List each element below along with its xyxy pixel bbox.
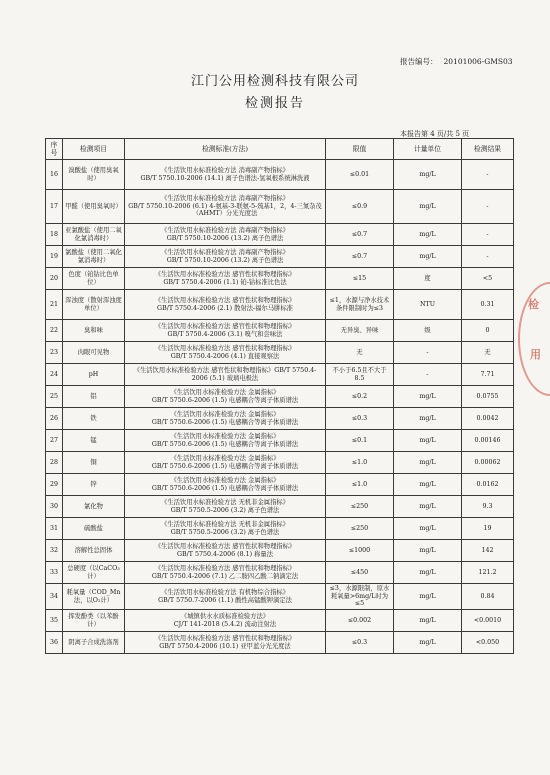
row-limit: ≤0.3 [326,632,394,654]
row-limit: ≤15 [326,268,394,290]
table-row [46,268,514,290]
row-item: 铜 [63,452,125,474]
row-limit: ≤1000 [326,540,394,562]
row-unit: mg/L [394,452,462,474]
row-no: 33 [46,562,63,584]
row-result: <5 [462,268,514,290]
header-method: 检测标准(方法) [125,139,326,160]
row-result: - [462,246,514,268]
row-no: 36 [46,632,63,654]
row-method: 《生活饮用水标准检验方法 无机非金属指标》 GB/T 5750.5-2006 (3.2) 离子色谱法 [125,518,326,540]
row-unit: mg/L [394,430,462,452]
row-no: 20 [46,268,63,290]
row-method: 《生活饮用水标准检验方法 消毒副产物指标》 GB/T 5750.10-2006 (13.2) 离子色谱法 [125,224,326,246]
table-row [46,290,514,320]
header-result: 检测结果 [462,139,514,160]
table-row [46,452,514,474]
row-result: 0.84 [462,584,514,610]
row-unit: mg/L [394,518,462,540]
table-row [46,408,514,430]
row-method: 《生活饮用水标准检验方法 感官性状和物理指标》 GB/T 5750.4-2006 (3.1) 嗅气和尝味法 [125,320,326,342]
report-number-value: 20101006-GMS03 [443,57,513,66]
row-limit: ≤0.7 [326,224,394,246]
row-item: 硫酸盐 [63,518,125,540]
row-unit: - [394,342,462,364]
row-no: 30 [46,496,63,518]
table-row [46,584,514,610]
row-no: 25 [46,386,63,408]
row-no: 24 [46,364,63,386]
row-limit: ≤3，水源限制，原水耗氧量>6mg/L时为≤5 [326,584,394,610]
seal-text-2: 用 [530,348,541,361]
row-item: 铝 [63,386,125,408]
row-no: 29 [46,474,63,496]
header-item: 检测项目 [63,139,125,160]
row-limit: ≤0.9 [326,190,394,224]
row-method: 《生活饮用水标准检验方法 消毒副产物指标》 GB/T 5750.10-2006 (6.1) 4-氨基-3-联氨-5-巯基1，2，4-三氮杂茂（AHMT）分光光度法 [125,190,326,224]
row-unit: mg/L [394,408,462,430]
test-results-table [45,138,514,654]
row-unit: mg/L [394,190,462,224]
report-title: 检测报告 [244,96,305,111]
table-row [46,246,514,268]
row-no: 28 [46,452,63,474]
row-result: 0.0162 [462,474,514,496]
table-row [46,160,514,190]
row-item: 锌 [63,474,125,496]
row-item: 氯酸盐（使用二氧化氯消毒时） [63,246,125,268]
row-limit: ≤1，水源与净水技术条件限制时为≤3 [326,290,394,320]
row-item: 氯化物 [63,496,125,518]
table-row [46,540,514,562]
row-method: 《生活饮用水标准检验方法 金属指标》 GB/T 5750.6-2006 (1.5) 电感耦合等离子体质谱法 [125,474,326,496]
row-result: 0.00146 [462,430,514,452]
table-row [46,364,514,386]
row-limit: ≤450 [326,562,394,584]
row-unit: mg/L [394,632,462,654]
row-method: 《生活饮用水标准检验方法 感官性状和物理指标》 GB/T 5750.4-2006 (10.1) 亚甲蓝分光光度法 [125,632,326,654]
row-result: 9.3 [462,496,514,518]
table-row [46,386,514,408]
row-item: 溶解性总固体 [63,540,125,562]
row-no: 22 [46,320,63,342]
row-method: 《生活饮用水标准检验方法 金属指标》 GB/T 5750.6-2006 (1.5) 电感耦合等离子体质谱法 [125,452,326,474]
row-result: 0.00062 [462,452,514,474]
row-method: 《生活饮用水标准检验方法 消毒副产物指标》 GB/T 5750.10-2006 (13.2) 离子色谱法 [125,246,326,268]
row-result: - [462,190,514,224]
row-no: 18 [46,224,63,246]
row-result: 7.71 [462,364,514,386]
table-row [46,474,514,496]
row-item: 阴离子合成洗涤剂 [63,632,125,654]
row-method: 《生活饮用水标准检验方法 金属指标》 GB/T 5750.6-2006 (1.5) 电感耦合等离子体质谱法 [125,408,326,430]
row-result: - [462,160,514,190]
row-result: 142 [462,540,514,562]
row-unit: mg/L [394,562,462,584]
row-limit: 无异臭、异味 [326,320,394,342]
row-method: 《生活饮用水标准检验方法 感官性状和物理指标》 GB/T 5750.4-2006 (2.1) 散射法-福尔马肼标准 [125,290,326,320]
row-limit: 不小于6.5且不大于8.5 [326,364,394,386]
row-item: 肉眼可见物 [63,342,125,364]
report-number-label: 报告编号： [400,57,438,66]
row-item: 臭和味 [63,320,125,342]
row-limit: ≤0.3 [326,408,394,430]
row-unit: 级 [394,320,462,342]
row-no: 19 [46,246,63,268]
row-method: 《生活饮用水标准检验方法 消毒副产物指标》 GB/T 5750.10-2006 (14.1) 离子色谱法-氢氧根系统淋洗液 [125,160,326,190]
row-method: 《生活饮用水标准检验方法 无机非金属指标》 GB/T 5750.5-2006 (3.2) 离子色谱法 [125,496,326,518]
row-limit: ≤0.7 [326,246,394,268]
row-method: 《生活饮用水标准检验方法 感官性状和物理指标》 GB/T 5750.4-2006 (1.1) 铂-钴标准比色法 [125,268,326,290]
row-method: 《生活饮用水标准检验方法 感官性状和物理指标》 GB/T 5750.4-2006 (4.1) 直接观察法 [125,342,326,364]
row-no: 16 [46,160,63,190]
row-unit: mg/L [394,610,462,632]
header-limit: 限值 [326,139,394,160]
row-result: 0.31 [462,290,514,320]
table-row [46,342,514,364]
row-item: 亚氯酸盐（使用二氧化氯消毒时） [63,224,125,246]
row-item: 色度（铂钴比色单位） [63,268,125,290]
row-result: 0 [462,320,514,342]
row-method: 《生活饮用水标准检验方法 金属指标》 GB/T 5750.6-2006 (1.5) 电感耦合等离子体质谱法 [125,430,326,452]
table-header-row [46,139,514,160]
row-limit: ≤0.01 [326,160,394,190]
page-info: 本报告第 4 页/共 5 页 [400,130,470,138]
row-result: 0.0042 [462,408,514,430]
row-method: 《生活饮用水标准检验方法 感官性状和物理指标》 GB/T 5750.4-2006 (8.1) 称量法 [125,540,326,562]
row-no: 26 [46,408,63,430]
row-no: 27 [46,430,63,452]
table-row [46,224,514,246]
row-method: 《城镇供水水质标准检验方法》 CJ/T 141-2018 (5.4.2) 流动注射法 [125,610,326,632]
row-limit: ≤1.0 [326,474,394,496]
table-row [46,496,514,518]
row-item: 锰 [63,430,125,452]
row-unit: mg/L [394,224,462,246]
row-unit: mg/L [394,246,462,268]
table-row [46,518,514,540]
row-result: 0.0755 [462,386,514,408]
row-limit: ≤250 [326,496,394,518]
header-unit: 计量单位 [394,139,462,160]
report-number [400,56,513,67]
row-limit: ≤1.0 [326,452,394,474]
row-result: <0.0010 [462,610,514,632]
row-no: 21 [46,290,63,320]
row-method: 《生活饮用水标准检验方法 有机物综合指标》 GB/T 5750.7-2006 (1.1) 酸性高锰酸钾滴定法 [125,584,326,610]
row-item: 总硬度（以CaCO₃计） [63,562,125,584]
row-unit: mg/L [394,386,462,408]
row-item: 挥发酚类（以苯酚计） [63,610,125,632]
row-result: - [462,224,514,246]
row-unit: 度 [394,268,462,290]
row-unit: mg/L [394,160,462,190]
row-item: 耗氧量（COD_Mn法，以O₂计） [63,584,125,610]
row-unit: mg/L [394,496,462,518]
row-unit: NTU [394,290,462,320]
row-no: 34 [46,584,63,610]
row-no: 23 [46,342,63,364]
seal-text-1: 检 [528,298,539,311]
row-limit: ≤250 [326,518,394,540]
row-result: <0.050 [462,632,514,654]
row-no: 35 [46,610,63,632]
row-limit: ≤0.1 [326,430,394,452]
row-result: 19 [462,518,514,540]
row-item: 甲醛（使用臭氧时） [63,190,125,224]
row-item: 铁 [63,408,125,430]
row-method: 《生活饮用水标准检验方法 金属指标》 GB/T 5750.6-2006 (1.5) 电感耦合等离子体质谱法 [125,386,326,408]
row-limit: 无 [326,342,394,364]
table-row [46,320,514,342]
row-limit: ≤0.2 [326,386,394,408]
row-unit: mg/L [394,540,462,562]
table-row [46,632,514,654]
row-result: 无 [462,342,514,364]
row-item: pH [63,364,125,386]
table-row [46,190,514,224]
row-method: 《生活饮用水标准检验方法 感官性状和物理指标》GB/T 5750.4-2006 (5.1) 玻璃电极法 [125,364,326,386]
row-method: 《生活饮用水标准检验方法 感官性状和物理指标》 GB/T 5750.4-2006 (7.1) 乙二胺四乙酸二钠滴定法 [125,562,326,584]
row-item: 溴酸盐（使用臭氧时） [63,160,125,190]
row-no: 17 [46,190,63,224]
table-row [46,430,514,452]
row-no: 31 [46,518,63,540]
header-no: 序号 [46,139,63,160]
row-no: 32 [46,540,63,562]
row-limit: ≤0.002 [326,610,394,632]
row-result: 121.2 [462,562,514,584]
company-name: 江门公用检测科技有限公司 [190,74,359,89]
table-row [46,610,514,632]
row-unit: - [394,364,462,386]
row-unit: mg/L [394,584,462,610]
row-item: 浑浊度（散射浑浊度单位） [63,290,125,320]
row-unit: mg/L [394,474,462,496]
table-row [46,562,514,584]
